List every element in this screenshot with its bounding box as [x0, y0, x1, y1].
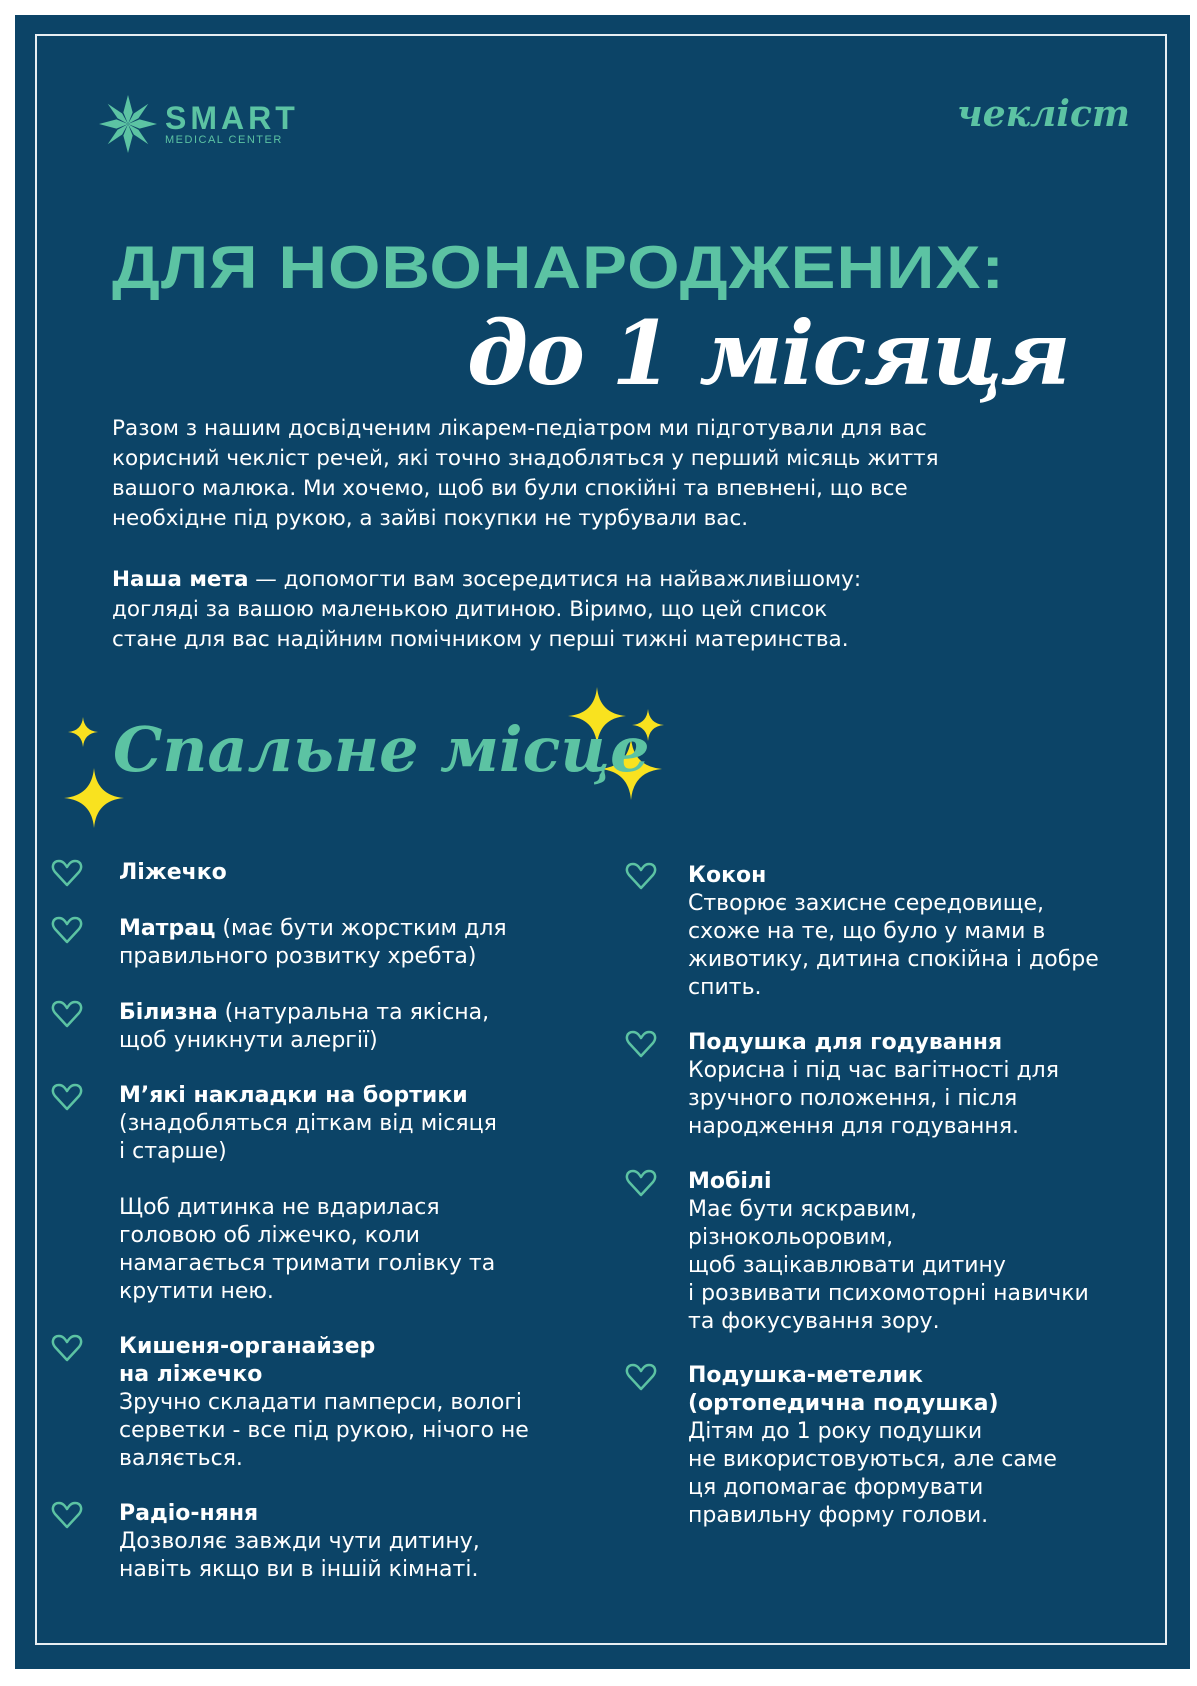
item-description: ця допомагає формувати [688, 1475, 984, 1500]
item-title: на ліжечко [119, 1362, 263, 1387]
list-item [688, 862, 1099, 1002]
heart-checkbox-icon[interactable] [51, 1333, 83, 1363]
item-note: (натуральна та якісна, [217, 1000, 490, 1025]
page-subtitle: до 1 місяця [467, 301, 1069, 405]
item-description: головою об ліжечко, коли [119, 1223, 420, 1248]
item-title: Білизна [119, 1000, 218, 1025]
item-note: (має бути жорстким для [215, 916, 507, 941]
item-description: валяється. [119, 1446, 243, 1471]
item-description: Дозволяє завжди чути дитину, [119, 1529, 480, 1554]
brand-name: SMART [165, 100, 299, 136]
heart-checkbox-icon[interactable] [625, 1168, 657, 1198]
item-title: Мобілі [688, 1169, 772, 1194]
item-title: Кишеня-органайзер [119, 1334, 376, 1359]
item-description: різнокольоровим, [688, 1225, 894, 1250]
item-description: щоб зацікавлювати дитину [688, 1253, 1006, 1278]
item-title: Радіо-няня [119, 1501, 259, 1526]
sparkle-icon [68, 717, 98, 747]
item-title: Кокон [688, 863, 767, 888]
intro-line: необхідне під рукою, а зайві покупки не турбували вас. [112, 506, 749, 531]
heart-checkbox-icon[interactable] [51, 858, 83, 888]
item-description: спить. [688, 975, 762, 1000]
item-description: Щоб дитинка не вдарилася [119, 1195, 440, 1220]
section-title: Спальне місце [113, 713, 650, 786]
brand-subtitle: MEDICAL CENTER [165, 134, 283, 146]
item-description: намагається тримати голівку та [119, 1251, 496, 1276]
item-note: правильного розвитку хребта) [119, 944, 477, 969]
list-item [119, 1333, 529, 1473]
heart-checkbox-icon[interactable] [51, 999, 83, 1029]
item-description: Зручно складати памперси, вологі [119, 1390, 522, 1415]
list-item [119, 999, 489, 1055]
list-item [688, 1029, 1059, 1141]
goal-line: стане для вас надійним помічником у перші тижні материнства. [112, 627, 849, 652]
item-title: Подушка для годування [688, 1030, 1003, 1055]
item-description: не використовуються, але саме [688, 1447, 1057, 1472]
item-description: Має бути яскравим, [688, 1197, 918, 1222]
list-item [119, 915, 507, 971]
page-title: ДЛЯ НОВОНАРОДЖЕНИХ: [112, 234, 1006, 301]
item-title: Подушка-метелик [688, 1363, 923, 1388]
goal-label: Наша мета [112, 567, 249, 592]
intro-paragraph [112, 414, 939, 534]
snowflake-logo-icon [99, 95, 157, 153]
item-note: щоб уникнути алергії) [119, 1028, 378, 1053]
intro-line: корисний чекліст речей, які точно знадобляться у перший місяць життя [112, 446, 939, 471]
list-item [119, 1082, 497, 1306]
item-description: та фокусування зору. [688, 1309, 940, 1334]
item-description: правильну форму голови. [688, 1503, 989, 1528]
item-title: (ортопедична подушка) [688, 1391, 999, 1416]
goal-line: — допомогти вам зосередитися на найважливішому: [248, 567, 862, 592]
heart-checkbox-icon[interactable] [625, 1362, 657, 1392]
item-description: Корисна і під час вагітності для [688, 1058, 1059, 1083]
item-title: М’які накладки на бортики [119, 1083, 468, 1108]
heart-checkbox-icon[interactable] [51, 1082, 83, 1112]
heart-checkbox-icon[interactable] [625, 861, 657, 891]
item-description: навіть якщо ви в іншій кімнаті. [119, 1557, 479, 1582]
list-item [688, 1362, 1057, 1530]
item-title: Матрац [119, 916, 216, 941]
item-description: і розвивати психомоторні навички [688, 1281, 1089, 1306]
item-note: і старше) [119, 1139, 227, 1164]
goal-line: догляді за вашою маленькою дитиною. Віримо, що цей список [112, 597, 828, 622]
item-title: Ліжечко [119, 860, 227, 885]
heart-checkbox-icon[interactable] [625, 1029, 657, 1059]
item-description: животику, дитина спокійна і добре [688, 947, 1099, 972]
item-description: Дітям до 1 року подушки [688, 1419, 983, 1444]
checklist-tag: чекліст [956, 93, 1130, 135]
item-note: (знадобляться діткам від місяця [119, 1111, 497, 1136]
item-description: схоже на те, що було у мами в [688, 919, 1046, 944]
heart-checkbox-icon[interactable] [51, 915, 83, 945]
item-description: народження для годування. [688, 1114, 1020, 1139]
intro-line: Разом з нашим досвідченим лікарем-педіатром ми підготували для вас [112, 416, 927, 441]
item-description: зручного положення, і після [688, 1086, 1018, 1111]
intro-line: вашого малюка. Ми хочемо, щоб ви були спокійні та впевнені, що все [112, 476, 908, 501]
list-item [688, 1168, 1089, 1336]
item-description: Створює захисне середовище, [688, 891, 1044, 916]
goal-paragraph [112, 565, 861, 655]
checklist-page [15, 15, 1190, 1669]
heart-checkbox-icon[interactable] [51, 1500, 83, 1530]
list-item [119, 859, 227, 887]
item-description: серветки - все під рукою, нічого не [119, 1418, 529, 1443]
item-description: крутити нею. [119, 1279, 274, 1304]
list-item [119, 1500, 480, 1584]
brand-logo [99, 95, 299, 153]
